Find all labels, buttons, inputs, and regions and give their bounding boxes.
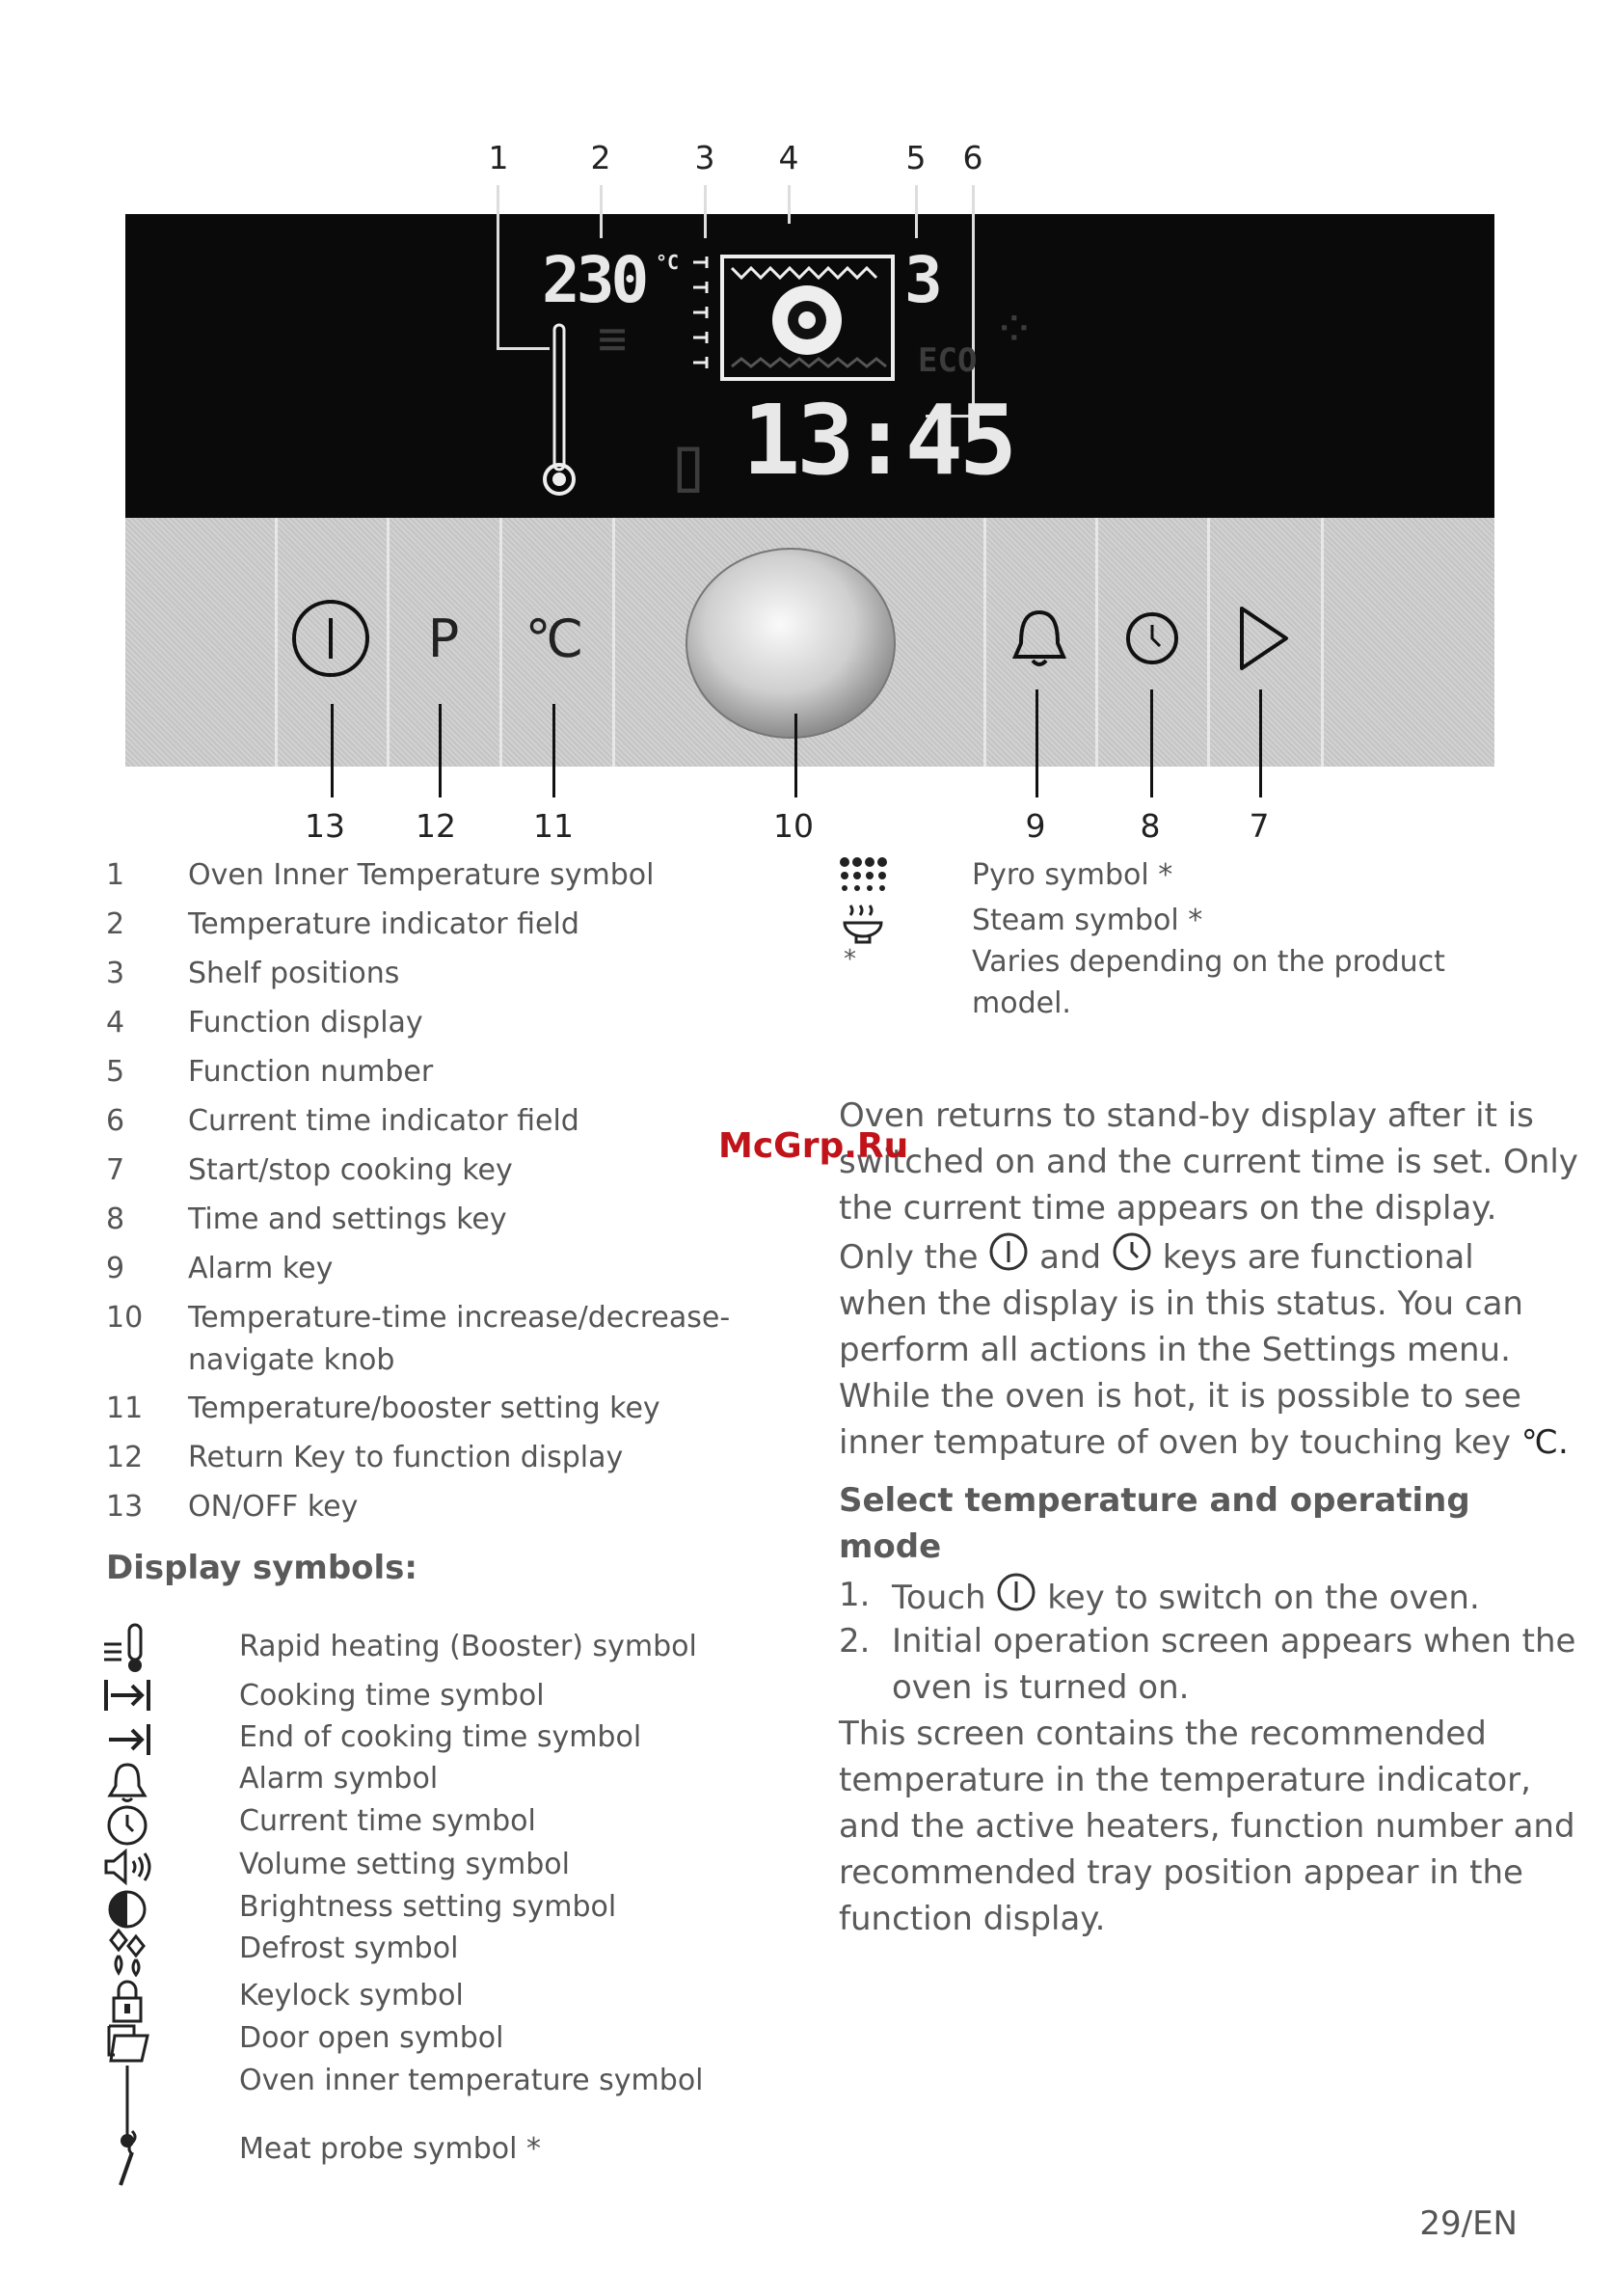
legend-number: 4	[106, 1006, 125, 1040]
defrost-icon	[100, 1929, 154, 1977]
paragraph-line: function display.	[839, 1900, 1106, 1938]
step-text	[892, 1618, 1575, 1711]
paragraph-line: temperature in the temperature indicator,	[839, 1761, 1531, 1799]
legend-number: 11	[106, 1391, 144, 1425]
legend-number: 5	[106, 1055, 125, 1089]
symbol-label: Cooking time symbol	[239, 1679, 545, 1713]
step-number: 1.	[839, 1576, 871, 1614]
display-symbols-heading: Display symbols:	[106, 1549, 418, 1587]
start-stop-key[interactable]	[1220, 595, 1306, 682]
cooking-time-icon	[100, 1676, 154, 1715]
current-time-readout: 13:45	[742, 384, 1014, 497]
page-number: 29/EN	[1419, 2204, 1518, 2243]
paragraph-line: recommended tray position appear in the	[839, 1853, 1523, 1892]
temperature-booster-key[interactable]: ℃	[525, 608, 584, 669]
alarm-key[interactable]	[996, 595, 1083, 682]
leader-line-8	[1150, 689, 1153, 797]
callout-4: 4	[778, 139, 799, 176]
symbol-label: Oven inner temperature symbol	[239, 2064, 704, 2097]
paragraph-text: keys are functional	[1162, 1238, 1474, 1277]
legend-label: Time and settings key	[188, 1202, 507, 1236]
legend-number: 3	[106, 957, 125, 990]
legend-number: 1	[106, 858, 125, 892]
step-text-part: Touch	[892, 1579, 986, 1617]
paragraph-line: Oven returns to stand-by display after it is	[839, 1096, 1534, 1135]
legend-label: Oven Inner Temperature symbol	[188, 858, 655, 892]
temperature-key-symbol: ℃.	[1520, 1423, 1569, 1462]
callout-12: 12	[416, 807, 456, 845]
step-text-part: Initial operation screen appears when the	[892, 1622, 1576, 1661]
leader-line-5	[915, 185, 918, 238]
legend-label: Current time indicator field	[188, 1104, 579, 1138]
footnote-label-continued: model.	[972, 986, 1071, 1020]
paragraph-line	[839, 1231, 1578, 1281]
return-key[interactable]: P	[427, 608, 460, 669]
bell-icon	[1006, 605, 1073, 672]
symbol-label: Door open symbol	[239, 2021, 504, 2055]
symbol-label: Meat probe symbol *	[239, 2132, 542, 2166]
section-heading-line: Select temperature and operating	[839, 1481, 1470, 1520]
callout-13: 13	[305, 807, 345, 845]
paragraph-text: and	[1039, 1238, 1102, 1277]
callout-7: 7	[1249, 807, 1270, 845]
end-cooking-time-icon	[100, 1720, 154, 1759]
alarm-bell-icon	[100, 1761, 154, 1803]
legend-label: Temperature indicator field	[188, 907, 579, 941]
step-text-part: key to switch on the oven.	[1047, 1579, 1480, 1617]
on-off-key[interactable]	[287, 595, 374, 682]
symbol-label: Keylock symbol	[239, 1979, 464, 2012]
leader-line-6	[972, 185, 975, 417]
symbol-label: Defrost symbol	[239, 1931, 459, 1965]
leader-line-12	[439, 704, 442, 797]
function-display-icon	[718, 253, 897, 383]
legend-number: 12	[106, 1441, 144, 1474]
booster-icon	[100, 1623, 154, 1673]
legend-number: 2	[106, 907, 125, 941]
footnote-label: Varies depending on the product	[972, 945, 1445, 979]
steam-label: Steam symbol *	[972, 904, 1203, 937]
power-icon	[996, 1572, 1036, 1612]
paragraph-line: when the display is in this status. You can	[839, 1284, 1523, 1323]
standby-paragraph	[839, 1093, 1578, 1466]
paragraph-line: the current time appears on the display.	[839, 1189, 1497, 1228]
legend-label: Function display	[188, 1006, 423, 1040]
temperature-unit: °C	[656, 251, 680, 274]
step-text-part: oven is turned on.	[892, 1668, 1190, 1707]
step-text	[892, 1572, 1480, 1621]
legend-number: 13	[106, 1490, 144, 1524]
navigate-knob[interactable]	[685, 547, 897, 740]
symbol-label: End of cooking time symbol	[239, 1720, 642, 1754]
shelf-positions-icon	[689, 253, 718, 378]
legend-number: 8	[106, 1202, 125, 1236]
symbol-label: Alarm symbol	[239, 1762, 439, 1796]
paragraph-line	[839, 1419, 1578, 1466]
symbol-label: Volume setting symbol	[239, 1848, 570, 1881]
temperature-readout: 230	[542, 243, 646, 317]
volume-icon	[100, 1848, 154, 1886]
door-indicator: ▯	[665, 419, 713, 508]
callout-9: 9	[1025, 807, 1046, 845]
oven-display-panel	[125, 214, 1494, 518]
eco-indicator: ECO	[918, 341, 978, 380]
leader-line-7	[1259, 689, 1262, 797]
paragraph-line: This screen contains the recommended	[839, 1715, 1487, 1753]
paragraph-text: Only the	[839, 1238, 979, 1277]
leader-line-10	[794, 714, 797, 797]
section-heading-line: mode	[839, 1527, 942, 1566]
leader-line-3	[704, 185, 707, 238]
legend-label-continued: navigate knob	[188, 1343, 395, 1377]
legend-label: Temperature-time increase/decrease-	[188, 1301, 731, 1335]
power-icon	[988, 1231, 1029, 1272]
leader-line-9	[1036, 689, 1038, 797]
callout-5: 5	[905, 139, 927, 176]
pyro-indicator: ⁘	[993, 301, 1036, 359]
paragraph-line: switched on and the current time is set. Only	[839, 1143, 1578, 1181]
paragraph-line: and the active heaters, function number and	[839, 1807, 1575, 1846]
leader-line-2	[600, 185, 603, 238]
clock-icon	[100, 1803, 154, 1848]
legend-number: 6	[106, 1104, 125, 1138]
leader-line-4	[788, 185, 791, 224]
pyro-label: Pyro symbol *	[972, 858, 1173, 892]
legend-label: Temperature/booster setting key	[188, 1391, 660, 1425]
door-open-icon	[100, 2020, 154, 2065]
callout-6: 6	[962, 139, 983, 176]
leader-line-13	[331, 704, 334, 797]
symbol-label: Rapid heating (Booster) symbol	[239, 1630, 697, 1663]
paragraph-text: inner tempature of oven by touching key	[839, 1423, 1511, 1462]
legend-label: Function number	[188, 1055, 434, 1089]
play-icon	[1234, 605, 1292, 672]
legend-number: 10	[106, 1301, 144, 1335]
legend-label: Return Key to function display	[188, 1441, 624, 1474]
legend-label: Start/stop cooking key	[188, 1153, 513, 1187]
oven-inner-temperature-icon	[540, 320, 578, 503]
callout-2: 2	[590, 139, 611, 176]
meat-probe-icon	[100, 2129, 154, 2187]
paragraph-line: perform all actions in the Settings menu.	[839, 1331, 1511, 1369]
leader-line-11	[552, 704, 555, 797]
callout-11: 11	[533, 807, 574, 845]
callout-1: 1	[488, 139, 509, 176]
paragraph-line: While the oven is hot, it is possible to see	[839, 1377, 1521, 1416]
clock-icon	[1123, 609, 1181, 667]
power-icon	[289, 597, 372, 680]
screen-info-paragraph	[839, 1711, 1575, 1942]
legend-label: ON/OFF key	[188, 1490, 359, 1524]
leader-line-1	[497, 185, 499, 349]
keylock-icon	[100, 1977, 154, 2025]
symbol-label: Current time symbol	[239, 1804, 536, 1838]
knob-icon	[685, 547, 897, 740]
callout-3: 3	[694, 139, 715, 176]
steam-icon	[841, 904, 885, 948]
section-heading	[839, 1477, 1470, 1570]
pyro-icon	[839, 856, 889, 906]
legend-label: Alarm key	[188, 1252, 334, 1285]
symbol-label: Brightness setting symbol	[239, 1890, 617, 1924]
step-number: 2.	[839, 1622, 871, 1661]
function-number-readout: 3	[904, 243, 943, 317]
legend-number: 9	[106, 1252, 125, 1285]
brightness-icon	[100, 1888, 154, 1931]
legend-number: 7	[106, 1153, 125, 1187]
clock-icon	[1112, 1231, 1152, 1272]
booster-indicator: ≡	[598, 311, 628, 366]
asterisk-mark: *	[844, 945, 856, 974]
callout-8: 8	[1140, 807, 1161, 845]
legend-label: Shelf positions	[188, 957, 400, 990]
callout-10: 10	[773, 807, 814, 845]
watermark: McGrp.Ru	[718, 1126, 909, 1166]
time-settings-key[interactable]	[1109, 595, 1196, 682]
